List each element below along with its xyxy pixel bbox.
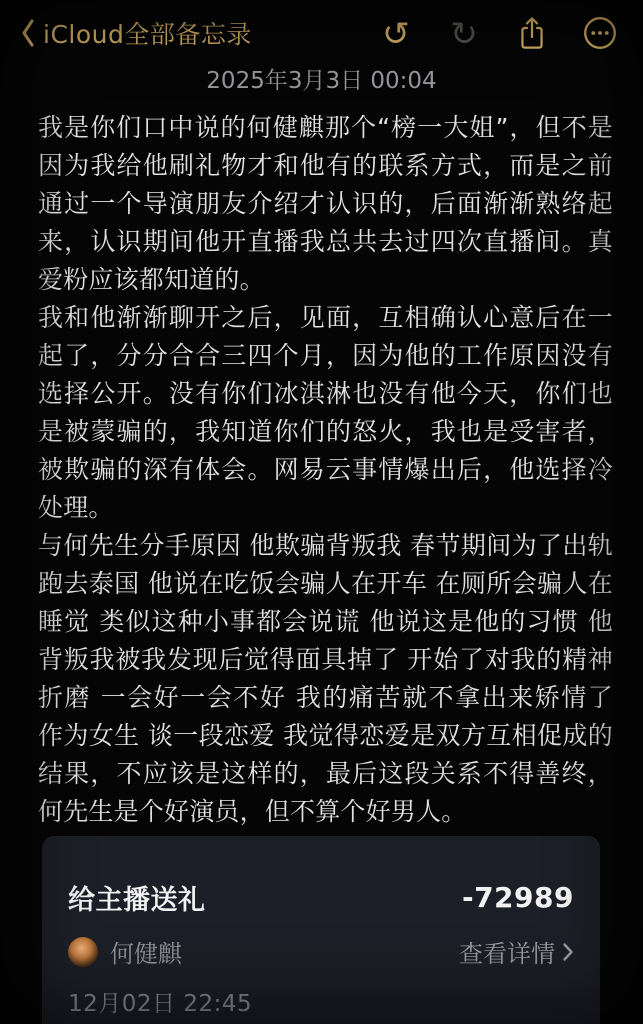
note-paragraph: 我是你们口中说的何健麒那个“榜一大姐”，但不是因为我给他刷礼物才和他有的联系方式，而是之前通过一个导演朋友介绍才认识的，后面渐渐熟络起来，认识期间他开直播我总共去过四次直播间。真爱粉应该都知道的。 xyxy=(38,113,613,294)
recipient-name: 何健麒 xyxy=(110,940,182,968)
more-ellipsis-icon xyxy=(582,15,618,51)
redo-button[interactable] xyxy=(445,14,483,52)
transaction-card-row-recipient xyxy=(68,934,574,969)
transaction-amount: -72989 xyxy=(461,881,574,914)
share-button[interactable] xyxy=(513,14,551,52)
note-content[interactable] xyxy=(0,105,643,831)
transaction-datetime: 12月02日 22:45 xyxy=(68,991,253,1017)
back-label: iCloud全部备忘录 xyxy=(43,20,252,49)
chevron-right-icon xyxy=(562,942,574,962)
more-button[interactable] xyxy=(581,14,619,52)
transaction-card-row-main xyxy=(68,878,574,917)
note-date: 2025年3月3日 00:04 xyxy=(206,68,437,94)
note-paragraph: 我和他渐渐聊开之后，见面，互相确认心意后在一起了，分分合合三四个月，因为他的工作原因没有选择公开。没有你们冰淇淋也没有他今天，你们也是被蒙骗的，我知道你们的怒火，我也是受害者，被欺骗的深有体会。网易云事情爆出后，他选择冷处理。 xyxy=(38,303,613,522)
note-paragraph: 与何先生分手原因 他欺骗背叛我 春节期间为了出轨跑去泰国 他说在吃饭会骗人在开车 在厕所会骗人在睡觉 类似这种小事都会说谎 他说这是他的习惯 他背叛我被我发现后觉得面具掉了 开始了对我的精神折磨 一会好一会不好 我的痛苦就不拿出来矫情了 作为女生 谈一段恋爱 我觉得恋爱是双方互相促成的结果，不应该是这样的，最后这段关系不得善终，何先生是个好演员，但不算个好男人。 xyxy=(38,531,613,826)
undo-icon: ↺ xyxy=(382,13,410,53)
nav-bar xyxy=(0,0,643,58)
view-details-label: 查看详情 xyxy=(459,940,555,968)
recipient xyxy=(68,934,182,969)
transaction-title: 给主播送礼 xyxy=(68,885,206,916)
transaction-card[interactable] xyxy=(42,836,600,1024)
undo-button[interactable] xyxy=(377,14,415,52)
share-icon xyxy=(516,15,548,51)
redo-icon: ↻ xyxy=(450,13,478,53)
nav-actions xyxy=(377,14,619,52)
avatar xyxy=(68,937,98,967)
view-details-link[interactable] xyxy=(459,934,574,969)
back-chevron-icon xyxy=(20,18,35,48)
back-button[interactable] xyxy=(20,15,252,51)
